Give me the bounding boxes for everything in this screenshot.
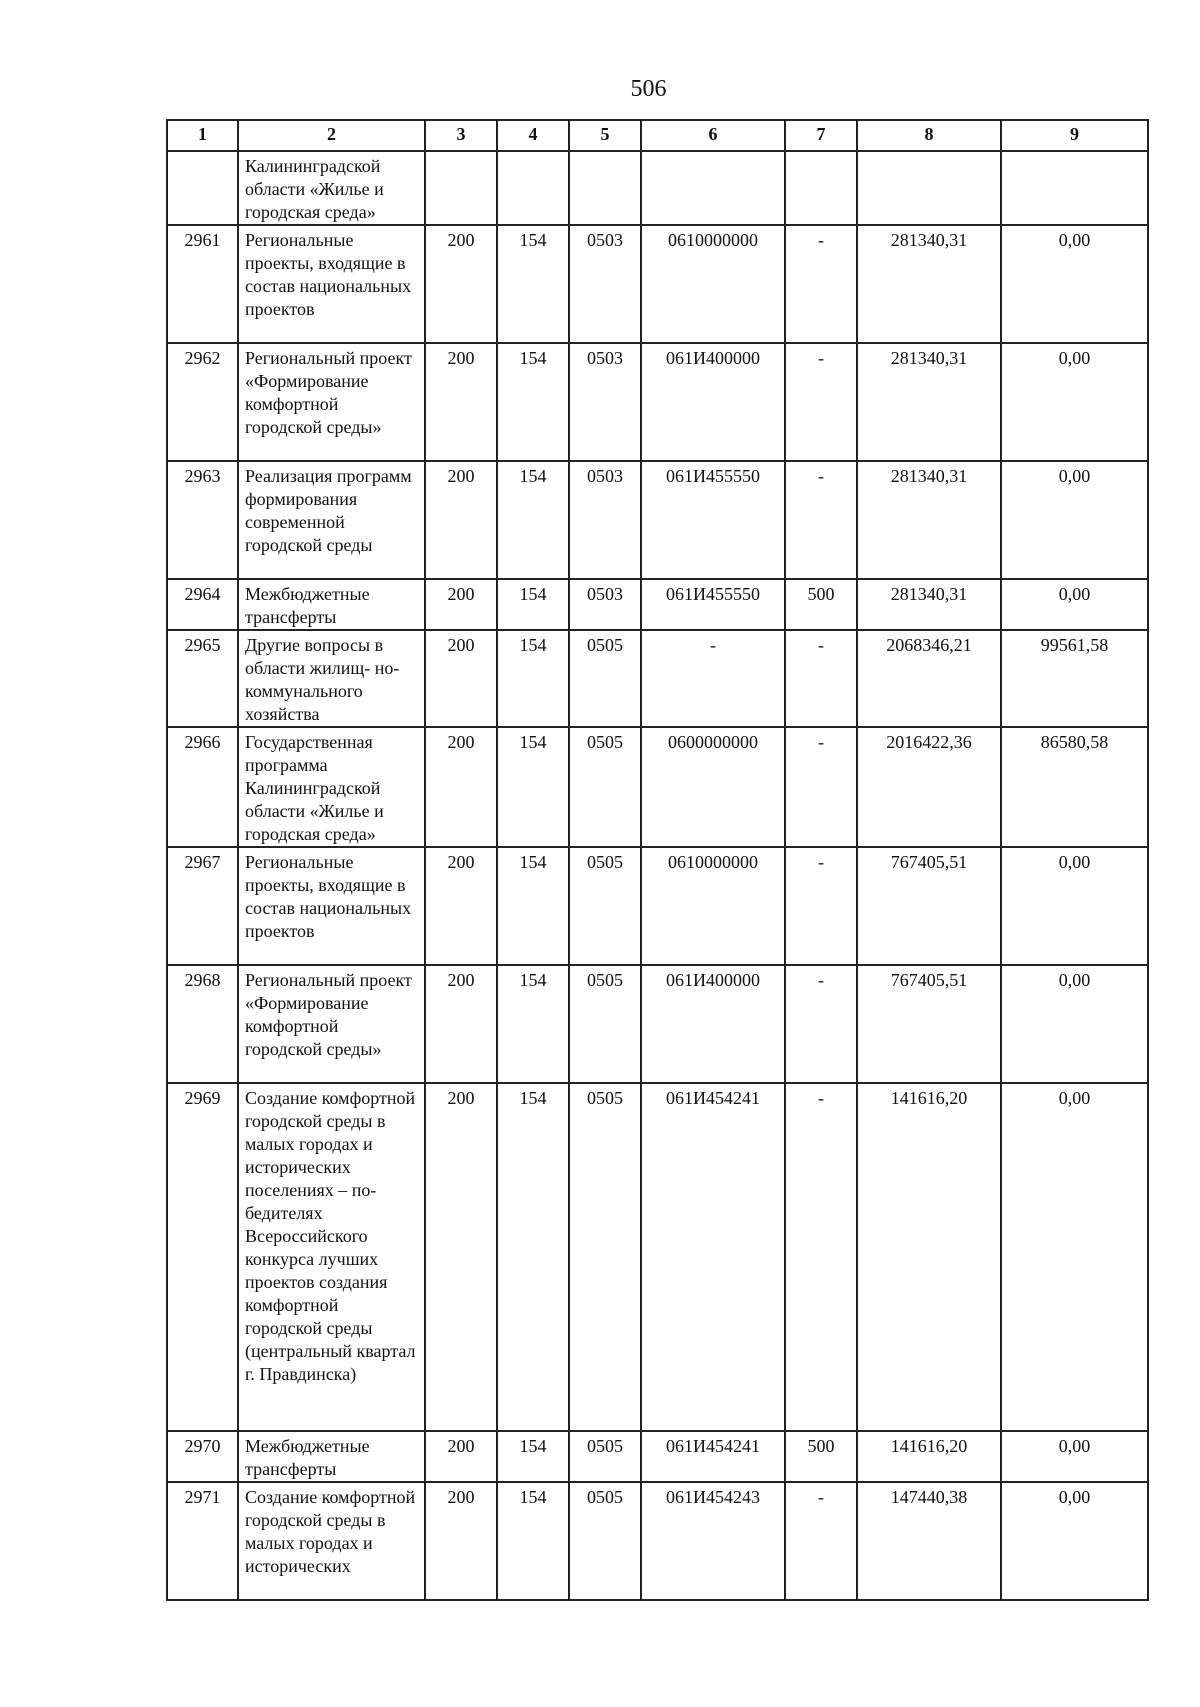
cell-col7: - — [785, 727, 857, 847]
cell-col3: 200 — [425, 965, 497, 1083]
cell-col7: - — [785, 630, 857, 727]
row-number: 2962 — [167, 343, 238, 461]
cell-col8: 147440,38 — [857, 1482, 1001, 1600]
column-header: 8 — [857, 120, 1001, 151]
cell-col3: 200 — [425, 727, 497, 847]
table-row — [167, 461, 1148, 579]
table-row — [167, 1083, 1148, 1431]
row-name: Межбюджетные трансферты — [238, 579, 425, 630]
row-number: 2966 — [167, 727, 238, 847]
row-name: Государственная программа Калининградской области «Жилье и городская среда» — [238, 727, 425, 847]
cell-col3: 200 — [425, 1431, 497, 1482]
cell-col3: 200 — [425, 225, 497, 343]
budget-table — [166, 119, 1149, 1601]
cell-col3: 200 — [425, 579, 497, 630]
row-number: 2968 — [167, 965, 238, 1083]
row-number: 2969 — [167, 1083, 238, 1431]
cell-col9: 0,00 — [1001, 1083, 1148, 1431]
cell-col6: 061И455550 — [641, 579, 785, 630]
cell-col8: 281340,31 — [857, 579, 1001, 630]
cell-col6: 0600000000 — [641, 727, 785, 847]
cell-col6: 061И400000 — [641, 965, 785, 1083]
cell-col5: 0503 — [569, 225, 641, 343]
table-row — [167, 1431, 1148, 1482]
cell-col4: 154 — [497, 847, 569, 965]
cell-col9: 0,00 — [1001, 461, 1148, 579]
cell-col9: 0,00 — [1001, 1431, 1148, 1482]
cell-col7: - — [785, 343, 857, 461]
cell-col6: 061И400000 — [641, 343, 785, 461]
cell-col5: 0503 — [569, 579, 641, 630]
cell-col4: 154 — [497, 579, 569, 630]
cell-col4: 154 — [497, 1083, 569, 1431]
column-header: 6 — [641, 120, 785, 151]
table-row — [167, 579, 1148, 630]
cell-col9: 99561,58 — [1001, 630, 1148, 727]
column-header: 1 — [167, 120, 238, 151]
cell-col5: 0505 — [569, 630, 641, 727]
cell-col6: 061И455550 — [641, 461, 785, 579]
cell-col4 — [497, 151, 569, 225]
cell-col7: - — [785, 225, 857, 343]
table-row — [167, 1482, 1148, 1600]
cell-col5 — [569, 151, 641, 225]
cell-col5: 0503 — [569, 343, 641, 461]
row-number: 2970 — [167, 1431, 238, 1482]
cell-col6: 0610000000 — [641, 847, 785, 965]
cell-col8: 141616,20 — [857, 1431, 1001, 1482]
table-row — [167, 225, 1148, 343]
cell-col4: 154 — [497, 461, 569, 579]
cell-col8 — [857, 151, 1001, 225]
row-name: Калининградской области «Жилье и городская среда» — [238, 151, 425, 225]
cell-col8: 767405,51 — [857, 965, 1001, 1083]
row-name: Создание комфортной городской среды в малых городах и исторических — [238, 1482, 425, 1600]
row-number: 2964 — [167, 579, 238, 630]
cell-col8: 281340,31 — [857, 461, 1001, 579]
cell-col3: 200 — [425, 847, 497, 965]
cell-col3: 200 — [425, 343, 497, 461]
table-row — [167, 630, 1148, 727]
column-header: 4 — [497, 120, 569, 151]
cell-col7: 500 — [785, 1431, 857, 1482]
cell-col7: - — [785, 847, 857, 965]
row-name: Создание комфортной городской среды в малых городах и исторических поселениях – по- бедителях Всероссийского конкурса лучших проектов создания комфортной городской среды (центральный квартал г. Правдинска) — [238, 1083, 425, 1431]
cell-col5: 0503 — [569, 461, 641, 579]
table-row — [167, 965, 1148, 1083]
header-row — [167, 120, 1148, 151]
cell-col7: 500 — [785, 579, 857, 630]
table-row — [167, 151, 1148, 225]
cell-col8: 141616,20 — [857, 1083, 1001, 1431]
cell-col3: 200 — [425, 461, 497, 579]
row-number — [167, 151, 238, 225]
cell-col3: 200 — [425, 1482, 497, 1600]
table-row — [167, 343, 1148, 461]
row-name: Региональный проект «Формирование комфортной городской среды» — [238, 343, 425, 461]
row-number: 2971 — [167, 1482, 238, 1600]
row-number: 2963 — [167, 461, 238, 579]
cell-col5: 0505 — [569, 1482, 641, 1600]
cell-col5: 0505 — [569, 1431, 641, 1482]
cell-col3: 200 — [425, 630, 497, 727]
cell-col9: 0,00 — [1001, 1482, 1148, 1600]
cell-col9: 0,00 — [1001, 225, 1148, 343]
column-header: 9 — [1001, 120, 1148, 151]
cell-col4: 154 — [497, 965, 569, 1083]
column-header: 3 — [425, 120, 497, 151]
cell-col7: - — [785, 1083, 857, 1431]
cell-col9: 0,00 — [1001, 343, 1148, 461]
cell-col8: 767405,51 — [857, 847, 1001, 965]
cell-col3 — [425, 151, 497, 225]
row-name: Межбюджетные трансферты — [238, 1431, 425, 1482]
cell-col5: 0505 — [569, 847, 641, 965]
cell-col6: 061И454243 — [641, 1482, 785, 1600]
table-row — [167, 847, 1148, 965]
cell-col5: 0505 — [569, 1083, 641, 1431]
table-row — [167, 727, 1148, 847]
column-header: 2 — [238, 120, 425, 151]
cell-col7: - — [785, 461, 857, 579]
row-number: 2967 — [167, 847, 238, 965]
row-name: Региональные проекты, входящие в состав национальных проектов — [238, 225, 425, 343]
column-header: 5 — [569, 120, 641, 151]
cell-col5: 0505 — [569, 965, 641, 1083]
cell-col6: 061И454241 — [641, 1083, 785, 1431]
row-number: 2965 — [167, 630, 238, 727]
cell-col6: - — [641, 630, 785, 727]
cell-col9: 0,00 — [1001, 847, 1148, 965]
cell-col9: 0,00 — [1001, 965, 1148, 1083]
cell-col9: 86580,58 — [1001, 727, 1148, 847]
row-number: 2961 — [167, 225, 238, 343]
cell-col4: 154 — [497, 1431, 569, 1482]
row-name: Региональные проекты, входящие в состав национальных проектов — [238, 847, 425, 965]
cell-col8: 281340,31 — [857, 225, 1001, 343]
row-name: Региональный проект «Формирование комфортной городской среды» — [238, 965, 425, 1083]
cell-col7: - — [785, 965, 857, 1083]
cell-col4: 154 — [497, 225, 569, 343]
cell-col4: 154 — [497, 630, 569, 727]
cell-col5: 0505 — [569, 727, 641, 847]
cell-col8: 2016422,36 — [857, 727, 1001, 847]
cell-col3: 200 — [425, 1083, 497, 1431]
page-number: 506 — [630, 76, 667, 102]
cell-col7 — [785, 151, 857, 225]
cell-col6 — [641, 151, 785, 225]
cell-col9: 0,00 — [1001, 579, 1148, 630]
cell-col4: 154 — [497, 343, 569, 461]
cell-col7: - — [785, 1482, 857, 1600]
cell-col8: 281340,31 — [857, 343, 1001, 461]
cell-col6: 0610000000 — [641, 225, 785, 343]
cell-col6: 061И454241 — [641, 1431, 785, 1482]
row-name: Реализация программ формирования современной городской среды — [238, 461, 425, 579]
cell-col4: 154 — [497, 1482, 569, 1600]
cell-col8: 2068346,21 — [857, 630, 1001, 727]
row-name: Другие вопросы в области жилищ- но-коммунального хозяйства — [238, 630, 425, 727]
cell-col9 — [1001, 151, 1148, 225]
cell-col4: 154 — [497, 727, 569, 847]
column-header: 7 — [785, 120, 857, 151]
